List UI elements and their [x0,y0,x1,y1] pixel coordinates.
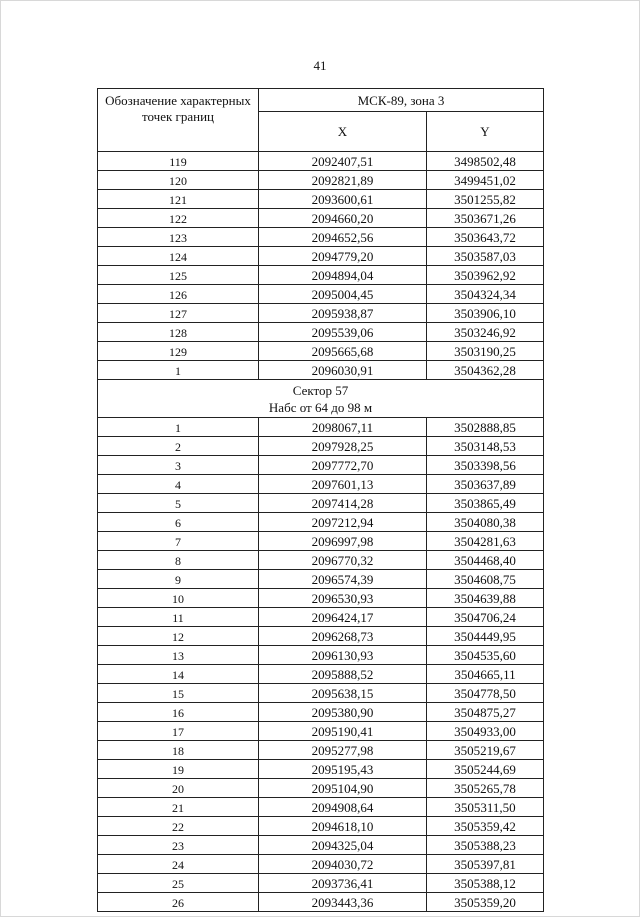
x-coordinate-cell: 2095380,90 [259,703,427,722]
y-coordinate-cell: 3503962,92 [427,266,544,285]
table-row [98,551,544,570]
table-row [98,589,544,608]
y-coordinate-cell: 3504778,50 [427,684,544,703]
y-coordinate-cell: 3505397,81 [427,855,544,874]
header-row-1 [98,89,544,112]
table-row [98,779,544,798]
point-number-cell: 121 [98,190,259,209]
x-coordinate-cell: 2097772,70 [259,456,427,475]
table-row [98,817,544,836]
y-coordinate-cell: 3502888,85 [427,418,544,437]
table-row [98,228,544,247]
y-coordinate-cell: 3504933,00 [427,722,544,741]
y-coordinate-cell: 3499451,02 [427,171,544,190]
y-coordinate-cell: 3501255,82 [427,190,544,209]
y-coordinate-cell: 3503148,53 [427,437,544,456]
y-coordinate-cell: 3503246,92 [427,323,544,342]
point-number-cell: 123 [98,228,259,247]
point-number-cell: 129 [98,342,259,361]
table-row [98,323,544,342]
x-coordinate-cell: 2096424,17 [259,608,427,627]
x-coordinate-cell: 2097928,25 [259,437,427,456]
point-number-cell: 10 [98,589,259,608]
table-row [98,798,544,817]
table-row [98,741,544,760]
x-coordinate-cell: 2093443,36 [259,893,427,912]
table-row [98,304,544,323]
table-row [98,171,544,190]
point-number-cell: 19 [98,760,259,779]
x-coordinate-cell: 2096997,98 [259,532,427,551]
point-number-cell: 120 [98,171,259,190]
y-coordinate-cell: 3505265,78 [427,779,544,798]
point-number-cell: 128 [98,323,259,342]
point-number-cell: 14 [98,665,259,684]
point-number-cell: 12 [98,627,259,646]
table-row [98,342,544,361]
x-coordinate-cell: 2095004,45 [259,285,427,304]
point-number-cell: 126 [98,285,259,304]
table-row [98,684,544,703]
table-row [98,190,544,209]
point-number-cell: 9 [98,570,259,589]
table-row [98,456,544,475]
table-row [98,608,544,627]
table-row [98,513,544,532]
point-number-cell: 22 [98,817,259,836]
table-row [98,760,544,779]
x-coordinate-cell: 2094325,04 [259,836,427,855]
table-row [98,855,544,874]
point-number-cell: 1 [98,361,259,380]
point-number-cell: 3 [98,456,259,475]
y-coordinate-cell: 3498502,48 [427,152,544,171]
point-number-cell: 21 [98,798,259,817]
x-coordinate-cell: 2092407,51 [259,152,427,171]
point-label-header: Обозначение характерных точек границ [98,89,259,152]
point-number-cell: 13 [98,646,259,665]
y-coordinate-cell: 3505311,50 [427,798,544,817]
x-coordinate-cell: 2096770,32 [259,551,427,570]
y-coordinate-cell: 3503865,49 [427,494,544,513]
point-number-cell: 17 [98,722,259,741]
y-coordinate-cell: 3504281,63 [427,532,544,551]
section-cell [98,380,544,418]
point-number-cell: 122 [98,209,259,228]
point-number-cell: 7 [98,532,259,551]
point-number-cell: 23 [98,836,259,855]
point-number-cell: 24 [98,855,259,874]
point-number-cell: 4 [98,475,259,494]
y-coordinate-cell: 3505388,12 [427,874,544,893]
section-subtitle: Набс от 64 до 98 м [268,399,373,415]
x-coordinate-cell: 2092821,89 [259,171,427,190]
table-row [98,247,544,266]
coordinates-table-body [98,89,544,912]
point-number-cell: 124 [98,247,259,266]
y-coordinate-cell: 3505359,20 [427,893,544,912]
x-coordinate-cell: 2093736,41 [259,874,427,893]
table-row [98,665,544,684]
table-row [98,209,544,228]
point-number-cell: 125 [98,266,259,285]
x-coordinate-cell: 2094660,20 [259,209,427,228]
y-coordinate-cell: 3504608,75 [427,570,544,589]
table-row [98,646,544,665]
y-coordinate-cell: 3505388,23 [427,836,544,855]
coordinates-table [97,88,544,912]
table-row [98,437,544,456]
x-coordinate-cell: 2098067,11 [259,418,427,437]
point-number-cell: 15 [98,684,259,703]
y-coordinate-cell: 3504362,28 [427,361,544,380]
x-coordinate-cell: 2095888,52 [259,665,427,684]
table-row [98,475,544,494]
table-row [98,418,544,437]
y-coordinate-cell: 3504324,34 [427,285,544,304]
x-coordinate-cell: 2095638,15 [259,684,427,703]
y-coordinate-cell: 3503190,25 [427,342,544,361]
point-number-cell: 5 [98,494,259,513]
x-coordinate-cell: 2094908,64 [259,798,427,817]
x-coordinate-cell: 2094618,10 [259,817,427,836]
section-title: Сектор 57 [292,382,349,398]
point-number-cell: 127 [98,304,259,323]
y-coordinate-cell: 3504665,11 [427,665,544,684]
x-coordinate-cell: 2094779,20 [259,247,427,266]
x-coordinate-cell: 2095539,06 [259,323,427,342]
y-coordinate-cell: 3504639,88 [427,589,544,608]
x-column-header: X [259,112,427,152]
x-coordinate-cell: 2096574,39 [259,570,427,589]
x-coordinate-cell: 2096130,93 [259,646,427,665]
table-row [98,874,544,893]
y-coordinate-cell: 3503671,26 [427,209,544,228]
y-coordinate-cell: 3504875,27 [427,703,544,722]
x-coordinate-cell: 2097212,94 [259,513,427,532]
table-row [98,836,544,855]
point-number-cell: 20 [98,779,259,798]
y-coordinate-cell: 3505244,69 [427,760,544,779]
x-coordinate-cell: 2096530,93 [259,589,427,608]
point-number-cell: 8 [98,551,259,570]
y-coordinate-cell: 3503398,56 [427,456,544,475]
x-coordinate-cell: 2095104,90 [259,779,427,798]
x-coordinate-cell: 2095665,68 [259,342,427,361]
x-coordinate-cell: 2095190,41 [259,722,427,741]
point-number-cell: 25 [98,874,259,893]
x-coordinate-cell: 2096268,73 [259,627,427,646]
table-row [98,722,544,741]
table-row [98,361,544,380]
x-coordinate-cell: 2097414,28 [259,494,427,513]
y-coordinate-cell: 3503587,03 [427,247,544,266]
point-number-cell: 119 [98,152,259,171]
table-row [98,703,544,722]
y-coordinate-cell: 3504535,60 [427,646,544,665]
y-coordinate-cell: 3504706,24 [427,608,544,627]
section-row [98,380,544,418]
y-column-header: Y [427,112,544,152]
x-coordinate-cell: 2097601,13 [259,475,427,494]
y-coordinate-cell: 3504468,40 [427,551,544,570]
x-coordinate-cell: 2094894,04 [259,266,427,285]
x-coordinate-cell: 2095938,87 [259,304,427,323]
y-coordinate-cell: 3503637,89 [427,475,544,494]
x-coordinate-cell: 2094030,72 [259,855,427,874]
point-number-cell: 11 [98,608,259,627]
point-number-cell: 2 [98,437,259,456]
coord-system-header: МСК-89, зона 3 [259,89,544,112]
y-coordinate-cell: 3504449,95 [427,627,544,646]
x-coordinate-cell: 2096030,91 [259,361,427,380]
point-number-cell: 26 [98,893,259,912]
x-coordinate-cell: 2093600,61 [259,190,427,209]
y-coordinate-cell: 3505359,42 [427,817,544,836]
point-number-cell: 6 [98,513,259,532]
x-coordinate-cell: 2095195,43 [259,760,427,779]
table-row [98,627,544,646]
point-number-cell: 16 [98,703,259,722]
table-row [98,494,544,513]
point-number-cell: 1 [98,418,259,437]
table-row [98,266,544,285]
table-row [98,570,544,589]
y-coordinate-cell: 3505219,67 [427,741,544,760]
table-row [98,285,544,304]
x-coordinate-cell: 2094652,56 [259,228,427,247]
table-row [98,532,544,551]
table-row [98,893,544,912]
point-number-cell: 18 [98,741,259,760]
x-coordinate-cell: 2095277,98 [259,741,427,760]
table-row [98,152,544,171]
y-coordinate-cell: 3504080,38 [427,513,544,532]
page-number: 41 [313,58,327,73]
y-coordinate-cell: 3503643,72 [427,228,544,247]
y-coordinate-cell: 3503906,10 [427,304,544,323]
